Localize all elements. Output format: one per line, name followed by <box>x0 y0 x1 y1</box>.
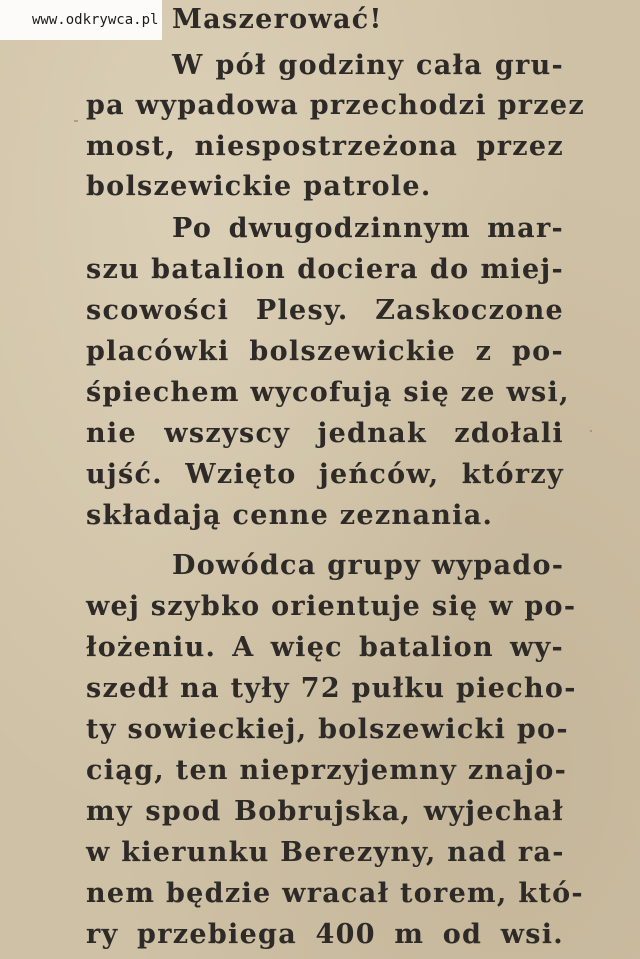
text-line: my spod Bobrujska, wyjechał <box>86 796 564 827</box>
text-line: wej szybko orientuje się w po- <box>86 591 577 622</box>
text-line: nie wszyscy jednak zdołali <box>86 418 564 449</box>
text-line: łożeniu. A więc batalion wy- <box>86 632 564 663</box>
text-line: ciąg, ten nieprzyjemny znajo- <box>86 755 568 786</box>
text-line: Po dwugodzinnym mar- <box>172 213 564 244</box>
text-line: ty sowieckiej, bolszewicki po- <box>86 714 569 745</box>
text-line: śpiechem wycofują się ze wsi, <box>86 377 570 408</box>
text-line: bolszewickie patrole. <box>86 171 432 202</box>
text-line: w kierunku Berezyny, nad ra- <box>86 837 565 868</box>
text-line: nem będzie wracał torem, któ- <box>86 878 584 909</box>
text-line: składają cenne zeznania. <box>86 500 494 531</box>
text-line: most, niespostrzeżona przez <box>86 131 564 162</box>
text-line: ry przebiega 400 m od wsi. <box>86 919 564 950</box>
text-line: W pół godziny cała gru- <box>172 50 564 81</box>
text-line: szu batalion dociera do miej- <box>86 254 564 285</box>
text-line: scowości Plesy. Zaskoczone <box>86 295 564 326</box>
text-line: pa wypadowa przechodzi przez <box>86 90 586 121</box>
text-line: szedł na tyły 72 pułku piecho- <box>86 673 577 704</box>
text-line: Dowódca grupy wypado- <box>172 550 565 581</box>
watermark-url: www.odkrywca.pl <box>0 0 162 40</box>
text-line: Maszerować! <box>172 4 383 35</box>
text-line: placówki bolszewickie z po- <box>86 336 564 367</box>
text-line: ujść. Wzięto jeńców, którzy <box>86 459 564 490</box>
